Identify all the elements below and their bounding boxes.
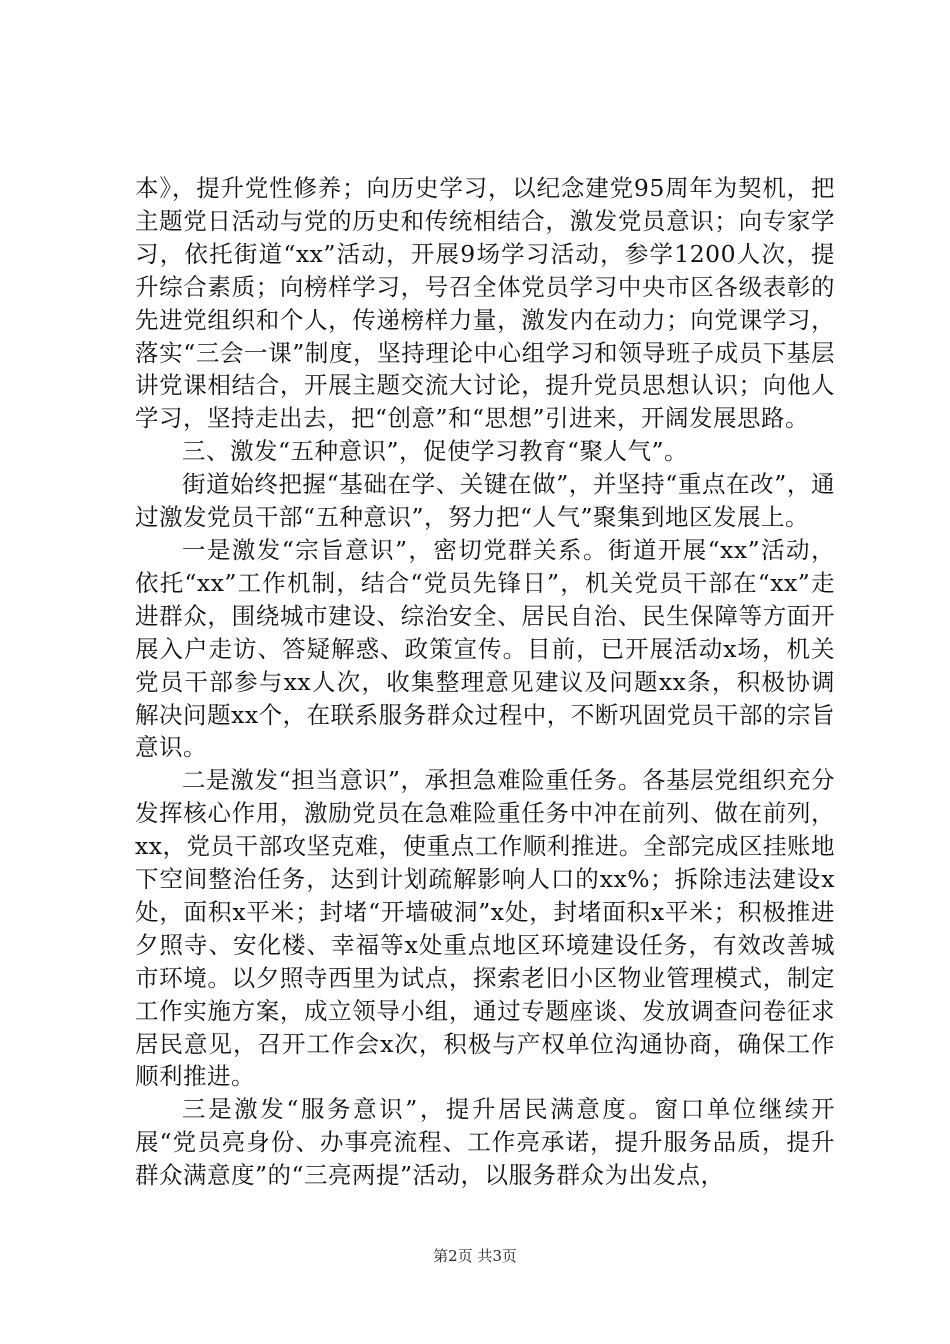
paragraph-learning-continued: 本》，提升党性修养；向历史学习，以纪念建党95周年为契机，把主题党日活动与党的历史和传统相结合，激发党员意识；向专家学习，依托街道“xx”活动，开展9场学习活动，参学1200人次，提升综合素质；向榜样学习，号召全体党员学习中央市区各级表彰的先进党组织和个人，传递榜样力量，激发内在动力；向党课学习，落实“三会一课”制度，坚持理论中心组学习和领导班子成员下基层讲党课相结合，开展主题交流大讨论，提升党员思想认识；向他人学习，坚持走出去，把“创意”和“思想”引进来，开阔发展思路。 — [135, 174, 835, 433]
document-body — [135, 172, 835, 1192]
paragraph-purpose-awareness: 一是激发“宗旨意识”，密切党群关系。街道开展“xx”活动，依托“xx”工作机制，结合“党员先锋日”，机关党员干部在“xx”走进群众，围绕城市建设、综治安全、居民自治、民生保障等方面开展入户走访、答疑解惑、政策宣传。目前，已开展活动x场，机关党员干部参与xx人次，收集整理意见建议及问题xx条，积极协调解决问题xx个，在联系服务群众过程中，不断巩固党员干部的宗旨意识。 — [135, 535, 835, 762]
paragraph-service-awareness: 三是激发“服务意识”，提升居民满意度。窗口单位继续开展“党员亮身份、办事亮流程、工作亮承诺，提升服务品质，提升群众满意度”的“三亮两提”活动，以服务群众为出发点， — [135, 1095, 835, 1190]
paragraph-responsibility-awareness: 二是激发“担当意识”，承担急难险重任务。各基层党组织充分发挥核心作用，激励党员在急难险重任务中冲在前列、做在前列，xx，党员干部攻坚克难，使重点工作顺利推进。全部完成区挂账地下空间整治任务，达到计划疏解影响人口的xx%；拆除违法建设x处，面积x平米；封堵“开墙破洞”x处，封堵面积x平米；积极推进夕照寺、安化楼、幸福等x处重点地区环境建设任务，有效改善城市环境。以夕照寺西里为试点，探索老旧小区物业管理模式，制定工作实施方案，成立领导小组，通过专题座谈、发放调查问卷征求居民意见，召开工作会x次，积极与产权单位沟通协商，确保工作顺利推进。 — [135, 766, 835, 1091]
section-heading-three: 三、激发“五种意识”，促使学习教育“聚人气”。 — [182, 437, 689, 466]
paragraph-five-awareness-intro: 街道始终把握“基础在学、关键在做”，并坚持“重点在改”，通过激发党员干部“五种意识”，努力把“人气”聚集到地区发展上。 — [135, 470, 835, 532]
page-number-footer: 第2页 共3页 — [433, 1247, 517, 1265]
